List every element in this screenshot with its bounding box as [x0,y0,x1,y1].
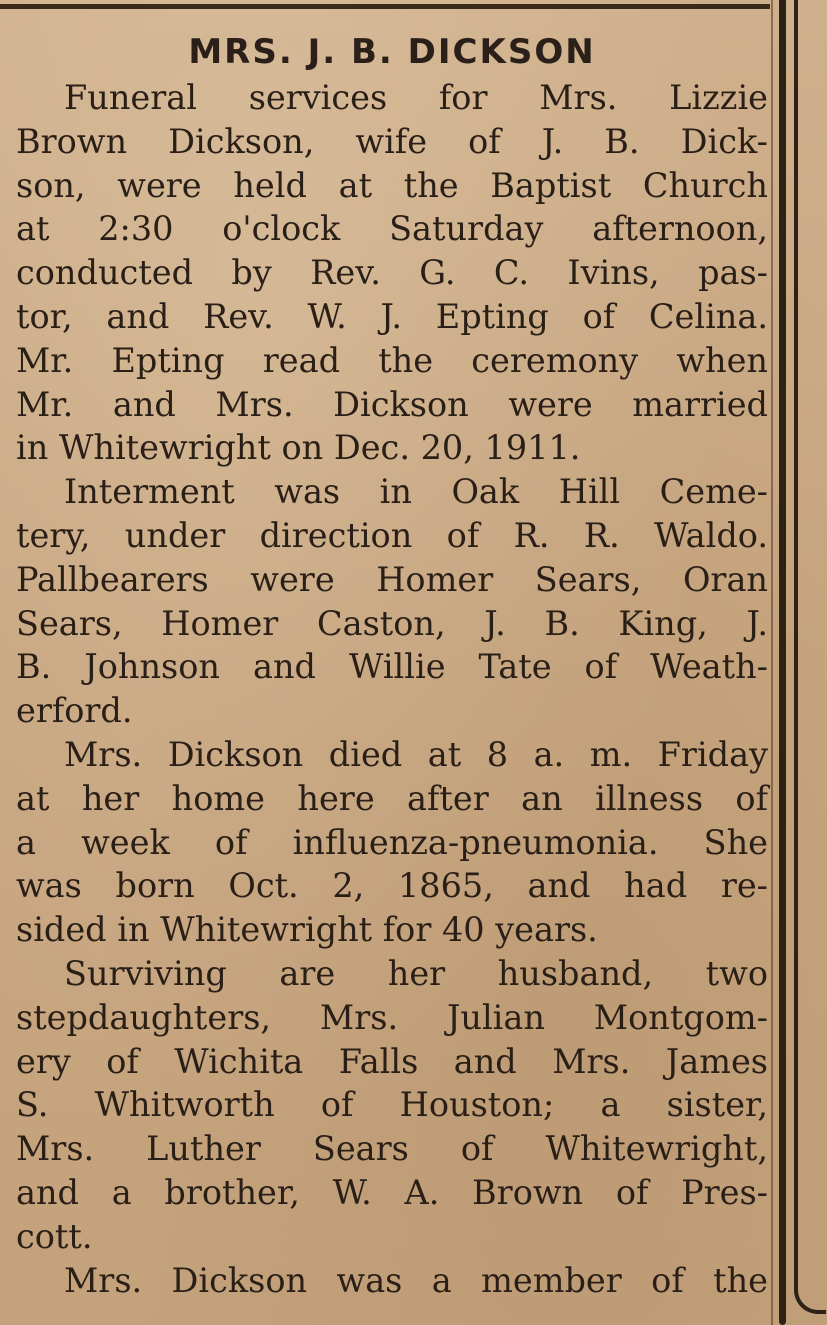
article-line: at 2:30 o'clock Saturday afternoon, [16,209,768,249]
article-line: B. Johnson and Willie Tate of Weath- [16,647,768,687]
article-line: Interment was in Oak Hill Ceme- [64,472,768,512]
decorative-border [779,0,786,1325]
article-line: Sears, Homer Caston, J. B. King, J. [16,603,768,643]
top-rule-divider [0,4,770,9]
article-line: Surviving are her husband, two [64,953,768,993]
article-line: son, were held at the Baptist Church [16,165,768,205]
article-line: cott. [16,1216,93,1256]
article-line: and a brother, W. A. Brown of Pres- [16,1172,768,1212]
article-line: erford. [16,691,133,731]
article-line: Mr. Epting read the ceremony when [16,340,768,380]
article-line: ery of Wichita Falls and Mrs. James [16,1041,768,1081]
article-line: tery, under direction of R. R. Waldo. [16,515,768,555]
article-line: Mr. and Mrs. Dickson were married [16,384,768,424]
article-line: stepdaughters, Mrs. Julian Montgom- [16,997,768,1037]
column-divider [771,0,773,1325]
article-line: S. Whitworth of Houston; a sister, [16,1085,768,1125]
obituary-article [16,28,768,1302]
article-line: was born Oct. 2, 1865, and had re- [16,866,768,906]
article-line: a week of influenza-pneumonia. She [16,822,768,862]
article-line: Mrs. Dickson was a member of the [64,1260,768,1300]
decorative-border-inner [794,0,826,1314]
article-line: in Whitewright on Dec. 20, 1911. [16,428,581,468]
article-line: Mrs. Dickson died at 8 a. m. Friday [64,734,768,774]
article-line: Mrs. Luther Sears of Whitewright, [16,1129,768,1169]
article-body [16,76,768,1302]
article-line: tor, and Rev. W. J. Epting of Celina. [16,296,768,336]
article-line: Pallbearers were Homer Sears, Oran [16,559,768,599]
article-line: at her home here after an illness of [16,778,768,818]
article-line: conducted by Rev. G. C. Ivins, pas- [16,253,768,293]
article-line: sided in Whitewright for 40 years. [16,910,598,950]
article-line: Brown Dickson, wife of J. B. Dick- [16,121,768,161]
article-line: Funeral services for Mrs. Lizzie [64,78,768,117]
article-headline: MRS. J. B. DICKSON [188,32,596,72]
